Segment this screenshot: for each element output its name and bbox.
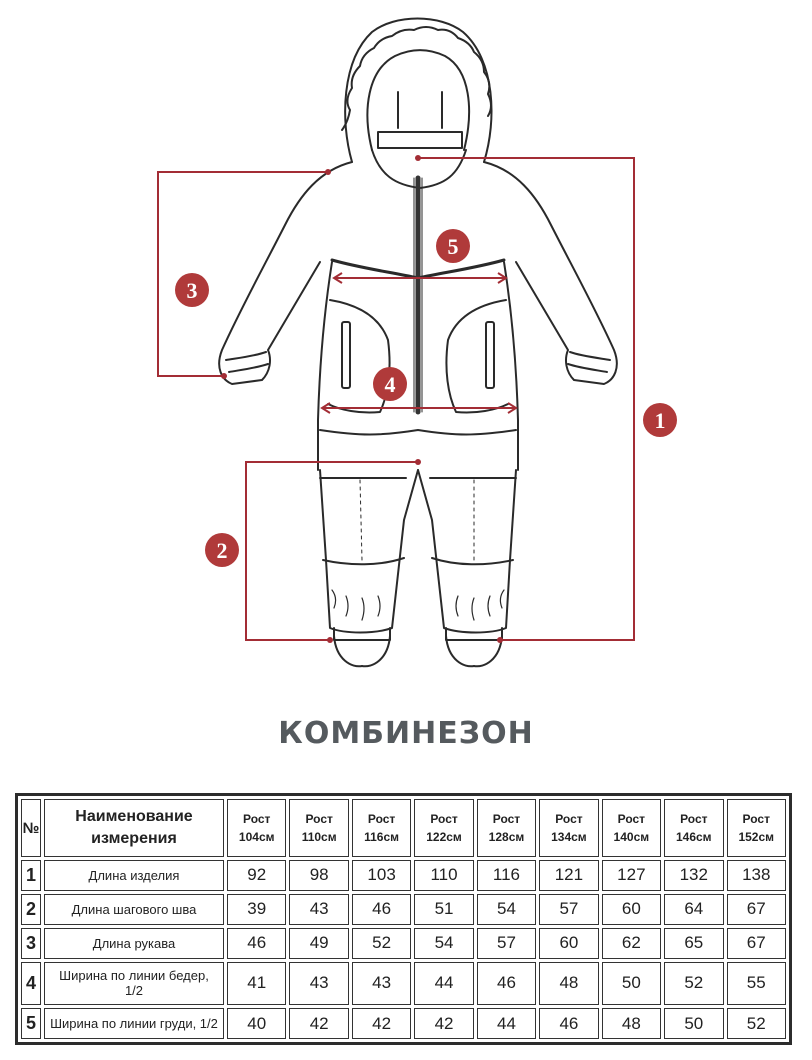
size-column-header <box>477 799 536 857</box>
measurement-value: 57 <box>477 928 536 959</box>
measurement-value: 42 <box>414 1008 473 1039</box>
measurement-value: 65 <box>664 928 723 959</box>
measurement-name: Длина рукава <box>44 928 224 959</box>
size-column-header <box>602 799 661 857</box>
marker-3 <box>175 273 209 307</box>
jumpsuit-outline <box>216 19 617 667</box>
marker-1 <box>643 403 677 437</box>
measurement-value: 40 <box>227 1008 286 1039</box>
measurement-value: 52 <box>352 928 411 959</box>
size-value: 152см <box>738 830 775 844</box>
measurement-value: 48 <box>602 1008 661 1039</box>
marker-3-label: 3 <box>186 278 198 303</box>
measurement-value: 57 <box>539 894 598 925</box>
measurement-name: Ширина по линии груди, 1/2 <box>44 1008 224 1039</box>
measurement-value: 62 <box>602 928 661 959</box>
measurement-value: 41 <box>227 962 286 1005</box>
size-column-header <box>289 799 348 857</box>
measurement-value: 42 <box>289 1008 348 1039</box>
measurement-value: 116 <box>477 860 536 891</box>
measurement-value: 55 <box>727 962 787 1005</box>
measurement-name: Длина шагового шва <box>44 894 224 925</box>
measurement-value: 43 <box>352 962 411 1005</box>
size-column-header <box>352 799 411 857</box>
size-label: Рост <box>617 812 646 826</box>
marker-5 <box>436 229 470 263</box>
measurement-value: 39 <box>227 894 286 925</box>
table-body <box>21 860 786 1039</box>
measurement-value: 50 <box>602 962 661 1005</box>
size-value: 146см <box>675 830 712 844</box>
row-number: 5 <box>21 1008 41 1039</box>
size-table <box>15 793 792 1045</box>
measurement-value: 52 <box>664 962 723 1005</box>
measurement-value: 67 <box>727 894 787 925</box>
marker-4 <box>373 367 407 401</box>
size-column-header <box>539 799 598 857</box>
measurement-value: 60 <box>602 894 661 925</box>
row-number: 1 <box>21 860 41 891</box>
measurement-value: 103 <box>352 860 411 891</box>
size-label: Рост <box>492 812 521 826</box>
table-row <box>21 928 786 959</box>
measurement-value: 110 <box>414 860 473 891</box>
table-row <box>21 894 786 925</box>
measurement-value: 46 <box>227 928 286 959</box>
measurement-value: 44 <box>477 1008 536 1039</box>
size-label: Рост <box>555 812 583 826</box>
measurement-value: 92 <box>227 860 286 891</box>
measurement-value: 46 <box>539 1008 598 1039</box>
table-header-row <box>21 799 786 857</box>
measurement-value: 43 <box>289 894 348 925</box>
measurement-value: 64 <box>664 894 723 925</box>
measurement-value: 50 <box>664 1008 723 1039</box>
page-title: КОМБИНЕЗОН <box>278 716 534 751</box>
size-label: Рост <box>305 812 333 826</box>
measurement-value: 43 <box>289 962 348 1005</box>
measurement-value: 98 <box>289 860 348 891</box>
measurement-value: 44 <box>414 962 473 1005</box>
measurement-value: 48 <box>539 962 598 1005</box>
number-column-header: № <box>21 799 41 857</box>
measurement-value: 54 <box>414 928 473 959</box>
measurement-name: Длина изделия <box>44 860 224 891</box>
size-label: Рост <box>243 812 271 826</box>
measurement-value: 54 <box>477 894 536 925</box>
size-column-header <box>727 799 787 857</box>
measurement-value: 132 <box>664 860 723 891</box>
measurement-value: 42 <box>352 1008 411 1039</box>
measurement-value: 60 <box>539 928 598 959</box>
row-number: 2 <box>21 894 41 925</box>
row-number: 3 <box>21 928 41 959</box>
size-label: Рост <box>430 812 458 826</box>
size-value: 110см <box>301 830 337 844</box>
marker-1-label: 1 <box>654 408 666 433</box>
measurement-value: 49 <box>289 928 348 959</box>
size-value: 140см <box>613 830 650 844</box>
size-column-header <box>227 799 286 857</box>
table-row <box>21 1008 786 1039</box>
size-value: 134см <box>551 830 587 844</box>
table-row <box>21 860 786 891</box>
measurement-value: 46 <box>352 894 411 925</box>
table-row <box>21 962 786 1005</box>
measurement-value: 121 <box>539 860 598 891</box>
measurement-value: 138 <box>727 860 787 891</box>
measurement-value: 46 <box>477 962 536 1005</box>
size-value: 104см <box>238 830 275 844</box>
marker-2-label: 2 <box>216 538 228 563</box>
size-label: Рост <box>742 812 770 826</box>
marker-5-label: 5 <box>447 234 459 259</box>
size-column-header <box>414 799 473 857</box>
marker-2 <box>205 533 239 567</box>
marker-4-label: 4 <box>384 372 396 397</box>
size-column-header <box>664 799 723 857</box>
measurement-value: 67 <box>727 928 787 959</box>
measurement-name-header: Наименование измерения <box>44 799 224 857</box>
size-value: 128см <box>488 830 525 844</box>
row-number: 4 <box>21 962 41 1005</box>
size-label: Рост <box>367 812 396 826</box>
size-value: 122см <box>426 830 462 844</box>
measurement-name: Ширина по линии бедер, 1/2 <box>44 962 224 1005</box>
measurement-value: 51 <box>414 894 473 925</box>
measurement-value: 52 <box>727 1008 787 1039</box>
size-value: 116см <box>364 830 400 844</box>
measurement-value: 127 <box>602 860 661 891</box>
size-label: Рост <box>680 812 708 826</box>
